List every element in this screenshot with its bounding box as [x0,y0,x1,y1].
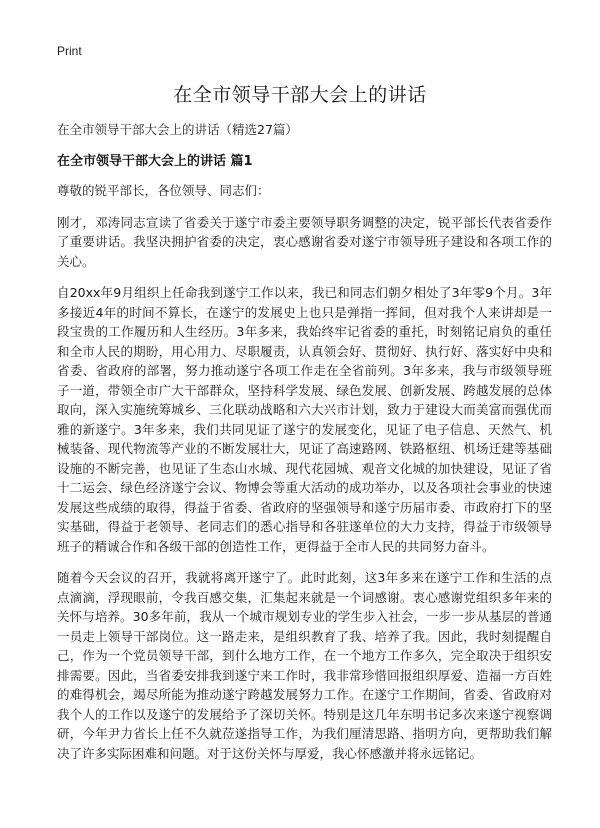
salutation-paragraph: 尊敬的锐平部长，各位领导、同志们： [57,183,270,198]
document-subtitle: 在全市领导干部大会上的讲话（精选27篇） [57,122,298,137]
body-paragraph: 刚才，邓涛同志宣读了省委关于遂宁市委主要领导职务调整的决定，锐平部长代表省委作了重要讲话。我坚决拥护省委的决定，衷心感谢省委对遂宁市领导班子建设和各项工作的关心。 [57,214,552,269]
page-title: 在全市领导干部大会上的讲话 [173,84,427,106]
body-paragraph: 自20xx年9月组织上任命我到遂宁工作以来，我已和同志们朝夕相处了3年零9个月。3年多接近4年的时间不算长，在遂宁的发展史上也只是弹指一挥间，但对我个人来讲却是一段宝贵的工作履历和人生经历。3年多来，我始终牢记省委的重托，时刻铭记肩负的重任和全市人民的期盼，用心用力、尽职履责，认真领会好、贯彻好、执行好、落实好中央和省委、省政府的部署，努力推动遂宁各项工作走在全省前列。3年多来，我与市级领导班子一道，带领全市广大干部群众，坚持科学发展、绿色发展、创新发展、跨越发展的总体取向，深入实施统筹城乡、三化联动战略和六大兴市计划，致力于建设大而美富而强优而雅的新遂宁。3年多来，我们共同见证了遂宁的发展变化，见证了电子信息、天然气、机械装备、现代物流等产业的不断发展壮大，见证了高速路网、铁路枢纽、机场迁建等基础设施的不断完善，也见证了生态山水城、现代花园城、观音文化城的加快建设，见证了省十二运会、绿色经济遂宁会议、物博会等重大活动的成功举办，以及各项社会事业的快速发展这些成绩的取得，得益于省委、省政府的坚强领导和遂宁历届市委、市政府打下的坚实基础，得益于老领导、老同志们的悉心指导和各驻遂单位的大力支持，得益于市级领导班子的精诚合作和各级干部的创造性工作，更得益于全市人民的共同努力奋斗。 [57,285,552,554]
section-heading: 在全市领导干部大会上的讲话 篇1 [57,154,253,169]
document-body [57,181,552,775]
body-paragraph: 随着今天会议的召开，我就将离开遂宁了。此时此刻，这3年多来在遂宁工作和生活的点点滴滴，浮现眼前，令我百感交集，汇集起来就是一个词感谢。衷心感谢党组织多年来的关怀与培养。30多年前，我从一个城市规划专业的学生步入社会，一步一步从基层的普通一员走上领导干部岗位。这一路走来，是组织教育了我、培养了我。因此，我时刻提醒自己，作为一个党员领导干部，到什么地方工作，在一个地方工作多久，完全取决于组织安排需要。因此，当省委安排我到遂宁来工作时，我非常珍惜回报组织厚爱、造福一方百姓的难得机会，竭尽所能为推动遂宁跨越发展努力工作。在遂宁工作期间，省委、省政府对我个人的工作以及遂宁的发展给予了深切关怀。特别是这几年东明书记多次来遂宁视察调研，今年尹力省长上任不久就莅遂指导工作，为我们厘清思路、指明方向，更帮助我们解决了许多实际困难和问题。对于这份关怀与厚爱，我心怀感激并将永远铭记。 [57,570,552,761]
print-link[interactable]: Print [57,44,82,58]
